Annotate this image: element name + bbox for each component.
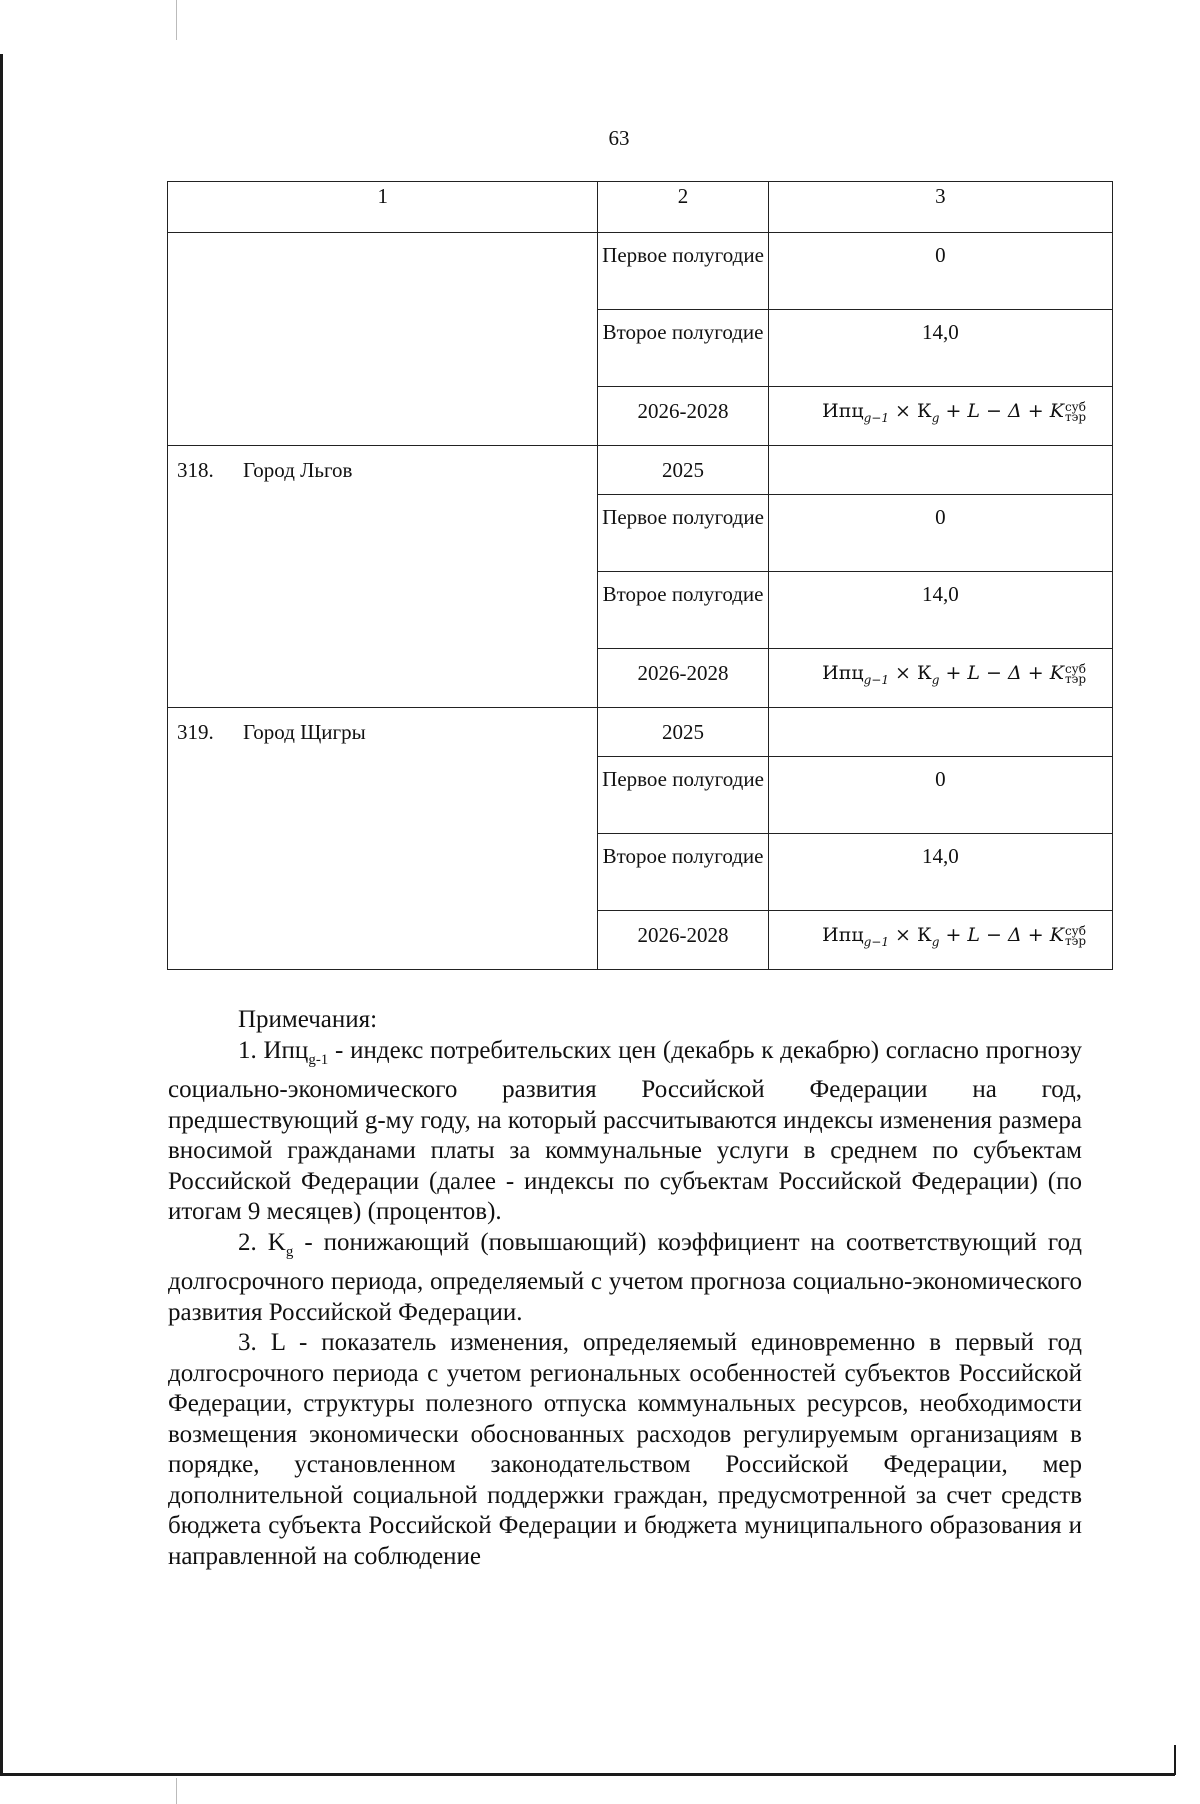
table-row (168, 446, 1113, 495)
period-cell: Первое полугодие (602, 243, 764, 267)
municipality-number: 319. (177, 720, 214, 744)
scan-right-border (1174, 1745, 1176, 1775)
formula-k-sub: g (931, 410, 940, 425)
formula-k-sub: g (931, 934, 940, 949)
formula-kter-sup: суб (1064, 662, 1086, 676)
formula-kter-indices (1065, 926, 1086, 946)
value-cell: 14,0 (921, 582, 959, 606)
note-3: 3. L - показатель изменения, определяемый единовременно в первый год долгосрочного периода с учетом региональных особенностей субъектов Российской Федерации, структуры полезного отпуска коммунальных ресурсов, необходимости возмещения экономически обоснованных расходов регулируемым организациям в порядке, установленном законодательством Российской Федерации, мер дополнительной социальной поддержки граждан, предусмотренной за счет средств бюджета субъекта Российской Федерации и бюджета муниципального образования и направленной на соблюдение (168, 1329, 1082, 1570)
note-2-text: - понижающий (повышающий) коэффициент на соответствующий год долгосрочного периода, определяемый с учетом прогноза социально-экономического развития Российской Федерации. (168, 1228, 1082, 1326)
formula-kter-sub: тэр (1064, 410, 1086, 424)
page-number: 63 (608, 126, 630, 150)
note-2-prefix: 2. K (238, 1228, 286, 1256)
period-cell: 2026-2028 (637, 399, 729, 423)
formula-cell: $Ипц_{g-1} \times К_g + L - \Delta$ + Kсуб тэр (822, 924, 1086, 949)
value-cell: 14,0 (921, 844, 959, 868)
period-cell: 2026-2028 (637, 661, 729, 685)
period-cell: 2025 (662, 720, 705, 744)
note-1-sub: g-1 (308, 1051, 329, 1068)
scan-mark-top (176, 0, 177, 40)
table-row (168, 708, 1113, 757)
notes-title: Примечания: (238, 1006, 378, 1033)
formula-kter-indices (1065, 402, 1086, 422)
formula-kter: K (1049, 400, 1064, 422)
note-1-text: - индекс потребительских цен (декабрь к декабрю) согласно прогнозу социально-экономического развития Российской Федерации на год, предшествующий g-му году, на который рассчитываются индексы изменения размера вносимой гражданами платы за коммунальные услуги в среднем по субъектам Российской Федерации (далее - индексы по субъектам Российской Федерации) (по итогам 9 месяцев) (процентов). (168, 1036, 1083, 1225)
formula-ipc-sub: g−1 (863, 934, 889, 949)
formula-cell: $Ипц_{g-1} \times К_g + L - \Delta$ + Kсуб тэр (822, 400, 1086, 425)
note-2 (168, 1228, 1082, 1329)
formula-k: К (916, 662, 932, 684)
header-col-2: 2 (598, 182, 768, 233)
note-2-sub: g (285, 1243, 294, 1260)
formula-kter-sub: тэр (1064, 934, 1086, 948)
scan-mark-bottom (176, 1778, 177, 1804)
formula-rest: + L − Δ + (945, 400, 1044, 422)
formula-ipc: Ипц (822, 662, 864, 684)
value-cell: 0 (935, 767, 946, 791)
formula-ipc-sub: g−1 (863, 672, 889, 687)
value-cell: 0 (935, 243, 946, 267)
header-col-1: 1 (168, 182, 598, 233)
municipality-cell (168, 708, 598, 970)
formula-kter-indices (1065, 664, 1086, 684)
municipality-number: 318. (177, 458, 214, 482)
formula-kter-sub: тэр (1064, 672, 1086, 686)
tariff-table (167, 181, 1113, 970)
value-cell (768, 708, 1112, 757)
period-cell: 2026-2028 (637, 923, 729, 947)
value-cell (768, 446, 1112, 495)
note-1 (168, 1036, 1082, 1228)
formula-ipc: Ипц (822, 924, 864, 946)
municipality-name: Город Льгов (243, 458, 353, 482)
formula-cell: $Ипц_{g-1} \times К_g + L - \Delta$ + Kсуб тэр (822, 662, 1086, 687)
municipality-cell (168, 446, 598, 708)
formula-rest: + L − Δ + (945, 662, 1044, 684)
formula-k-sub: g (931, 672, 940, 687)
formula-kter-sup: суб (1064, 400, 1086, 414)
formula-k: К (916, 924, 932, 946)
scan-left-border (0, 54, 3, 1774)
period-cell: Первое полугодие (602, 767, 764, 791)
period-cell: Второе полугодие (602, 844, 764, 868)
formula-ipc: Ипц (822, 400, 864, 422)
continued-municipality-cell (168, 233, 598, 446)
period-cell: Второе полугодие (602, 320, 764, 344)
formula-rest: + L − Δ + (945, 924, 1044, 946)
formula-kter: K (1049, 924, 1064, 946)
note-1-prefix: 1. Ипц (238, 1036, 309, 1064)
period-cell: Первое полугодие (602, 505, 764, 529)
value-cell: 14,0 (921, 320, 959, 344)
municipality-name: Город Щигры (243, 720, 366, 744)
notes-section (168, 1005, 1082, 1572)
header-col-3: 3 (768, 182, 1112, 233)
period-cell: 2025 (662, 458, 705, 482)
table-row (168, 233, 1113, 310)
table-header-row (168, 182, 1113, 233)
formula-ipc-sub: g−1 (863, 410, 889, 425)
formula-kter: K (1049, 662, 1064, 684)
period-cell: Второе полугодие (602, 582, 764, 606)
formula-kter-sup: суб (1064, 924, 1086, 938)
value-cell: 0 (935, 505, 946, 529)
scan-bottom-border (0, 1773, 1175, 1776)
formula-k: К (916, 400, 932, 422)
